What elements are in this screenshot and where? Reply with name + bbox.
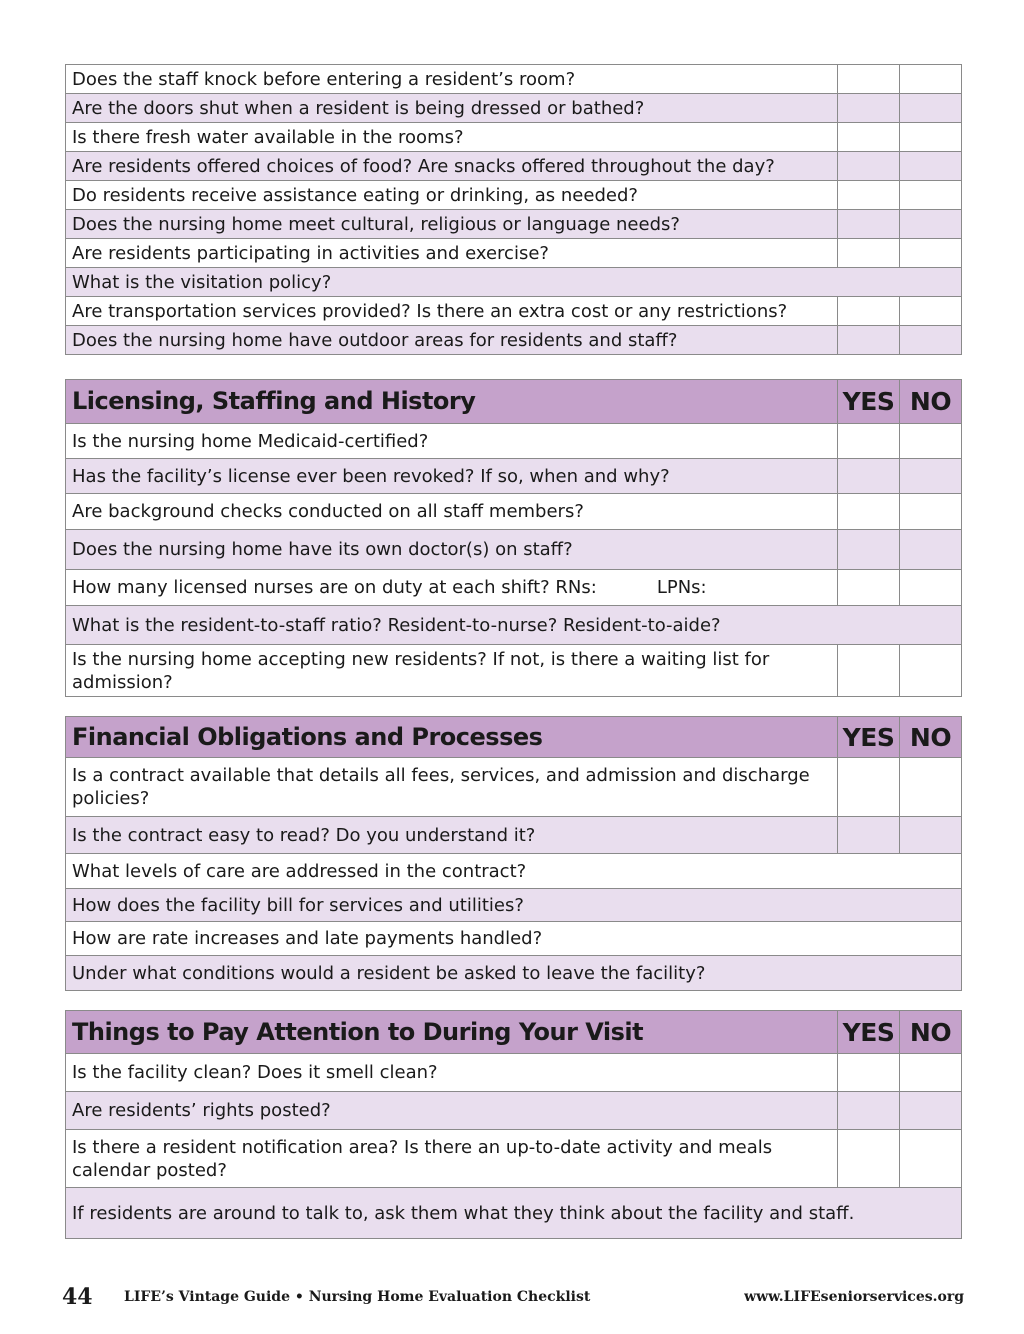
- no-checkbox[interactable]: [900, 459, 962, 494]
- section-header: [66, 380, 962, 424]
- yes-checkbox[interactable]: [838, 570, 900, 606]
- visit-table: [65, 1010, 962, 1239]
- question-text: Is the nursing home Medicaid-certified?: [66, 424, 838, 459]
- question-text: Does the nursing home meet cultural, religious or language needs?: [66, 210, 838, 239]
- care-quality-table: [65, 64, 962, 355]
- table-row: [66, 1092, 962, 1130]
- table-row: [66, 817, 962, 854]
- section-title: Financial Obligations and Processes: [66, 717, 838, 758]
- section-title: Licensing, Staffing and History: [66, 380, 838, 424]
- no-checkbox[interactable]: [900, 424, 962, 459]
- no-checkbox[interactable]: [900, 1054, 962, 1092]
- yes-checkbox[interactable]: [838, 758, 900, 817]
- yes-checkbox[interactable]: [838, 297, 900, 326]
- yes-checkbox[interactable]: [838, 817, 900, 854]
- yes-checkbox[interactable]: [838, 1054, 900, 1092]
- page-footer: [0, 1284, 1024, 1312]
- no-column-header: NO: [900, 717, 962, 758]
- yes-checkbox[interactable]: [838, 530, 900, 570]
- question-text: Is the facility clean? Does it smell clean?: [66, 1054, 838, 1092]
- yes-checkbox[interactable]: [838, 239, 900, 268]
- question-text: Is there fresh water available in the rooms?: [66, 123, 838, 152]
- yes-checkbox[interactable]: [838, 94, 900, 123]
- table-row: [66, 1188, 962, 1239]
- question-text: Are residents participating in activities and exercise?: [66, 239, 838, 268]
- yes-column-header: YES: [838, 1011, 900, 1054]
- table-row: [66, 123, 962, 152]
- table-row: [66, 459, 962, 494]
- question-text: Does the nursing home have outdoor areas for residents and staff?: [66, 326, 838, 355]
- question-text: Are residents’ rights posted?: [66, 1092, 838, 1130]
- no-checkbox[interactable]: [900, 1092, 962, 1130]
- no-checkbox[interactable]: [900, 570, 962, 606]
- section-header: [66, 1011, 962, 1054]
- table-row: [66, 530, 962, 570]
- table-row: [66, 181, 962, 210]
- question-text: Do residents receive assistance eating or drinking, as needed?: [66, 181, 838, 210]
- question-text: What levels of care are addressed in the contract?: [66, 854, 962, 889]
- question-text: Has the facility’s license ever been revoked? If so, when and why?: [66, 459, 838, 494]
- table-row: [66, 1130, 962, 1188]
- question-text: Are background checks conducted on all staff members?: [66, 494, 838, 530]
- question-text: Is the nursing home accepting new residents? If not, is there a waiting list for admission?: [66, 645, 838, 697]
- yes-checkbox[interactable]: [838, 326, 900, 355]
- financial-table: [65, 716, 962, 991]
- question-text: Does the nursing home have its own doctor(s) on staff?: [66, 530, 838, 570]
- table-row: [66, 326, 962, 355]
- section-header: [66, 717, 962, 758]
- no-checkbox[interactable]: [900, 239, 962, 268]
- question-text: How many licensed nurses are on duty at each shift? RNs:: [72, 577, 597, 598]
- table-row: [66, 152, 962, 181]
- yes-checkbox[interactable]: [838, 65, 900, 94]
- question-text: Is there a resident notification area? Is there an up-to-date activity and meals calendar posted?: [66, 1130, 838, 1188]
- yes-checkbox[interactable]: [838, 181, 900, 210]
- lpns-label: LPNs:: [656, 577, 707, 598]
- table-row: [66, 424, 962, 459]
- no-checkbox[interactable]: [900, 65, 962, 94]
- question-text: If residents are around to talk to, ask them what they think about the facility and staff.: [66, 1188, 962, 1239]
- footer-url[interactable]: www.LIFEseniorservices.org: [744, 1289, 964, 1305]
- question-text: What is the visitation policy?: [66, 268, 962, 297]
- table-row: [66, 1054, 962, 1092]
- no-checkbox[interactable]: [900, 152, 962, 181]
- question-text: How does the facility bill for services and utilities?: [66, 889, 962, 922]
- yes-checkbox[interactable]: [838, 1092, 900, 1130]
- yes-checkbox[interactable]: [838, 152, 900, 181]
- table-row: [66, 65, 962, 94]
- table-row: [66, 210, 962, 239]
- yes-checkbox[interactable]: [838, 210, 900, 239]
- page-number: 44: [62, 1284, 93, 1310]
- yes-column-header: YES: [838, 380, 900, 424]
- question-text: Is a contract available that details all fees, services, and admission and discharge policies?: [66, 758, 838, 817]
- table-row: [66, 758, 962, 817]
- yes-checkbox[interactable]: [838, 424, 900, 459]
- yes-checkbox[interactable]: [838, 459, 900, 494]
- no-checkbox[interactable]: [900, 94, 962, 123]
- no-checkbox[interactable]: [900, 297, 962, 326]
- no-checkbox[interactable]: [900, 181, 962, 210]
- no-checkbox[interactable]: [900, 645, 962, 697]
- section-title: Things to Pay Attention to During Your Visit: [66, 1011, 838, 1054]
- no-column-header: NO: [900, 380, 962, 424]
- no-checkbox[interactable]: [900, 1130, 962, 1188]
- no-checkbox[interactable]: [900, 758, 962, 817]
- yes-checkbox[interactable]: [838, 1130, 900, 1188]
- question-text: Under what conditions would a resident be asked to leave the facility?: [66, 956, 962, 991]
- table-row: [66, 494, 962, 530]
- table-row: [66, 645, 962, 697]
- nurses-question: [66, 570, 838, 606]
- table-row: [66, 889, 962, 922]
- no-checkbox[interactable]: [900, 123, 962, 152]
- yes-checkbox[interactable]: [838, 645, 900, 697]
- no-checkbox[interactable]: [900, 494, 962, 530]
- yes-checkbox[interactable]: [838, 123, 900, 152]
- no-checkbox[interactable]: [900, 817, 962, 854]
- no-checkbox[interactable]: [900, 530, 962, 570]
- table-row: [66, 854, 962, 889]
- yes-column-header: YES: [838, 717, 900, 758]
- table-row: [66, 94, 962, 123]
- question-text: How are rate increases and late payments handled?: [66, 922, 962, 956]
- table-row: [66, 239, 962, 268]
- question-text: Are transportation services provided? Is there an extra cost or any restrictions?: [66, 297, 838, 326]
- table-row: [66, 268, 962, 297]
- question-text: Are residents offered choices of food? Are snacks offered throughout the day?: [66, 152, 838, 181]
- question-text: Are the doors shut when a resident is being dressed or bathed?: [66, 94, 838, 123]
- question-text: Is the contract easy to read? Do you understand it?: [66, 817, 838, 854]
- no-checkbox[interactable]: [900, 326, 962, 355]
- no-checkbox[interactable]: [900, 210, 962, 239]
- question-text: Does the staff knock before entering a resident’s room?: [66, 65, 838, 94]
- no-column-header: NO: [900, 1011, 962, 1054]
- table-row: [66, 570, 962, 606]
- question-text: What is the resident-to-staff ratio? Resident-to-nurse? Resident-to-aide?: [66, 606, 962, 645]
- table-row: [66, 956, 962, 991]
- table-row: [66, 297, 962, 326]
- table-row: [66, 606, 962, 645]
- licensing-table: [65, 379, 962, 697]
- yes-checkbox[interactable]: [838, 494, 900, 530]
- table-row: [66, 922, 962, 956]
- footer-title: LIFE’s Vintage Guide • Nursing Home Evaluation Checklist: [124, 1289, 591, 1305]
